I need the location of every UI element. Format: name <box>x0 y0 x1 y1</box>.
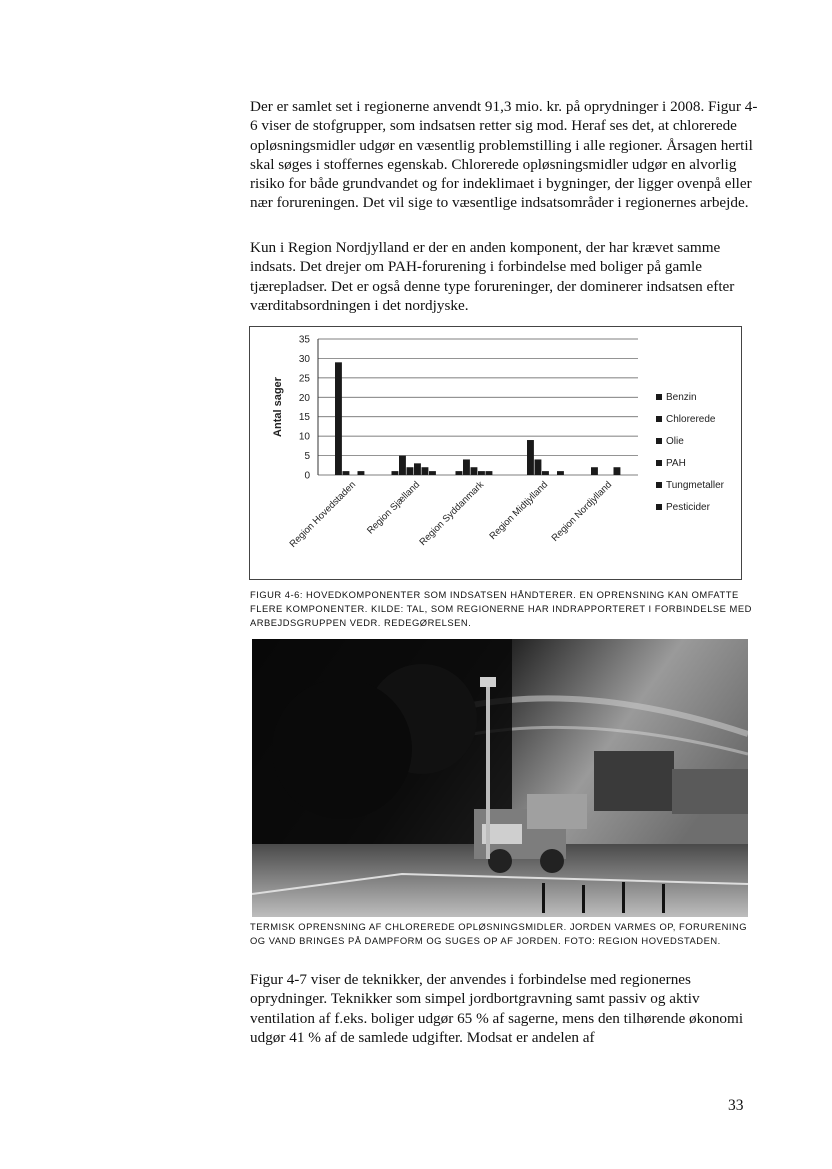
y-tick-label: 15 <box>298 412 310 424</box>
legend-swatch <box>656 504 662 510</box>
bar-olie <box>471 467 478 475</box>
y-tick-label: 10 <box>298 431 310 443</box>
x-tick-label: Region Syddanmark <box>417 479 487 548</box>
figure-caption: FIGUR 4-6: HOVEDKOMPONENTER SOM INDSATSEN HÅNDTERER. EN OPRENSNING KAN OMFATTE FLERE KOMPONENTER. KILDE: TAL, SOM REGIONERNE HAR INDRAPPORTERET I FORBINDELSE MED ARBEJDSGRUPPEN VEDR. REDEGØRELSEN. <box>250 589 752 628</box>
x-tick-label: Region Hovedstaden <box>287 479 359 550</box>
bar-olie <box>407 467 414 475</box>
bar-tungmetaller <box>614 467 621 475</box>
y-axis-label: Antal sager <box>272 377 284 437</box>
bar-pah <box>414 463 421 475</box>
paragraph-nordjylland: Kun i Region Nordjylland er der en anden komponent, der har krævet samme indsats. Det drejer om PAH-forurening i forbindelse med boliger på gamle tjærepladser. Det er også denne type forureninger, der dominerer indsatsen efter værditabsordningen i det nordjyske. <box>250 239 735 314</box>
bar-olie <box>343 471 350 475</box>
bar-chlorerede <box>399 456 406 475</box>
x-tick-label: Region Sjælland <box>365 479 423 537</box>
legend-item: Olie <box>666 436 684 447</box>
y-tick-label: 5 <box>304 451 310 463</box>
bar-benzin <box>456 471 463 475</box>
bar-pah <box>542 471 549 475</box>
photo-caption: TERMISK OPRENSNING AF CHLOREREDE OPLØSNINGSMIDLER. JORDEN VARMES OP, FORURENING OG VAND BRINGES PÅ DAMPFORM OG SUGES OP AF JORDEN. FOTO: REGION HOVEDSTADEN. <box>250 921 748 946</box>
paragraph-intro: Der er samlet set i regionerne anvendt 91,3 mio. kr. på oprydninger i 2008. Figur 4-6 viser de stofgrupper, som indsatsen retter sig mod. Heraf ses det, at chlorerede opløsningsmidler udgør en væsentlig problemstilling i alle regioner. Årsagen hertil skal søges i stoffernes egenskab. Chlorerede opløsningsmidler udgør en alvorlig risiko for både grundvandet og for indeklimaet i bygninger, der ligger ovenpå eller nær forureningen. Det vil sige to væsentlige indsatsområder i regionernes arbejde. <box>250 98 758 212</box>
photo-thermal-remediation <box>252 639 748 917</box>
y-tick-label: 0 <box>304 470 310 482</box>
legend-item: Benzin <box>666 392 697 403</box>
bar-pesticider <box>557 471 564 475</box>
bar-tungmetaller <box>486 471 493 475</box>
bar-chlorerede <box>591 467 598 475</box>
legend-item: Tungmetaller <box>666 480 724 491</box>
bar-benzin <box>392 471 399 475</box>
bar-chlorerede <box>527 440 534 475</box>
legend-item: Pesticider <box>666 502 710 513</box>
paragraph-techniques: Figur 4-7 viser de teknikker, der anvendes i forbindelse med regionernes oprydninger. Teknikker som simpel jordbortgravning samt passiv og aktiv ventilation af f.eks. boliger udgør 65 % af sagerne, mens den tilhørende økonomi udgør 41 % af de samlede udgifter. Modsat er andelen af <box>250 971 744 1046</box>
x-tick-label: Region Nordjylland <box>549 479 615 544</box>
bar-chlorerede <box>463 459 470 475</box>
photo-illustration <box>252 639 748 917</box>
legend-swatch <box>656 460 662 466</box>
bar-olie <box>535 459 542 475</box>
y-tick-label: 20 <box>298 392 310 404</box>
legend-item: PAH <box>666 458 686 469</box>
bar-tungmetaller <box>358 471 365 475</box>
y-tick-label: 25 <box>298 373 310 385</box>
legend-swatch <box>656 416 662 422</box>
page-number: 33 <box>728 1097 744 1114</box>
bar-chlorerede <box>335 362 342 475</box>
y-tick-label: 35 <box>298 334 310 346</box>
legend-item: Chlorerede <box>666 414 716 425</box>
bar-chart <box>250 327 743 581</box>
figure-4-6-chart <box>249 326 742 580</box>
legend-swatch <box>656 394 662 400</box>
bar-pah <box>478 471 485 475</box>
y-tick-label: 30 <box>298 353 310 365</box>
bar-pesticider <box>429 471 436 475</box>
bar-tungmetaller <box>422 467 429 475</box>
legend-swatch <box>656 482 662 488</box>
x-tick-label: Region Midtjylland <box>487 479 551 543</box>
legend-swatch <box>656 438 662 444</box>
